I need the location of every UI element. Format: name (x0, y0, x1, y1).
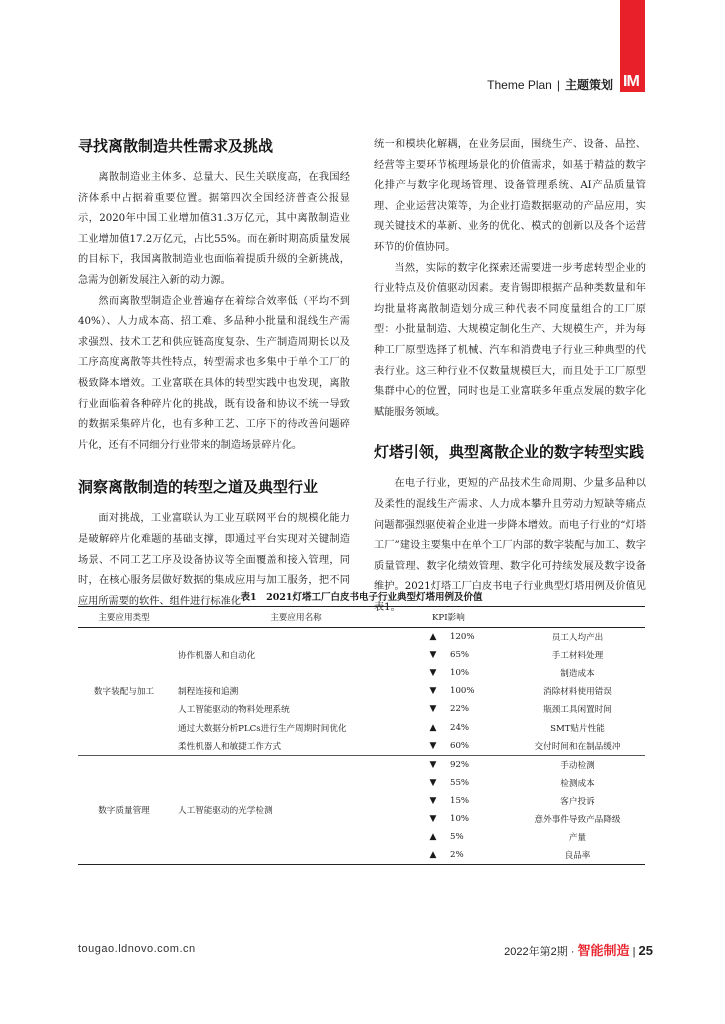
kpi-metric: SMT贴片性能 (550, 723, 605, 734)
kpi-percent: 2% (444, 846, 510, 865)
kpi-metric: 客户投诉 (560, 796, 595, 807)
group-type: 数字装配与加工 (78, 628, 170, 756)
kpi-metric: 员工人均产出 (551, 633, 604, 644)
kpi-metric: 产量 (568, 833, 587, 844)
kpi-direction-icon: ▼ (429, 813, 437, 824)
app-name: 人工智能驱动的光学检测 (170, 755, 422, 865)
left-column (78, 135, 350, 612)
kpi-metric: 意外事件导致产品降级 (534, 814, 621, 825)
kpi-percent: 10% (450, 668, 470, 679)
kpi-percent: 120% (450, 632, 475, 643)
kpi-direction-icon: ▼ (429, 668, 437, 679)
table-caption: 表1 2021灯塔工厂白皮书电子行业典型灯塔用例及价值 (240, 592, 483, 603)
kpi-percent: 10% (450, 813, 470, 824)
kpi-direction-icon: ▲ (429, 632, 437, 643)
kpi-percent: 92% (450, 759, 470, 770)
kpi-metric: 制造成本 (560, 669, 595, 680)
running-header: Theme Plan | 主题策划 (487, 78, 613, 92)
kpi-direction-icon: ▲ (429, 832, 437, 843)
table-row (78, 628, 645, 647)
footer-folio: 2022年第2期 · 智能制造 | 25 (504, 943, 653, 958)
right-column (374, 135, 646, 618)
kpi-metric: 交付时间和在制品缓冲 (510, 737, 645, 756)
header-type: 主要应用类型 (78, 607, 170, 628)
kpi-percent: 100% (450, 686, 475, 697)
paragraph-continued: 统一和模块化解耦，在业务层面，围绕生产、设备、品控、经营等主要环节梳理场景化的价值需求，如基于精益的数字化排产与数字化现场管理、设备管理系统、AI产品质量管理、企业运营决策等，为企业打造数据驱动的产品应用，实现关键技术的革新、业务的优化、模式的创新以及各个运营环节的价值协同。 (374, 139, 646, 253)
section-cn: 主题策划 (564, 78, 613, 92)
kpi-direction-icon: ▼ (429, 795, 437, 806)
header-kpi: KPI影响 (422, 607, 645, 628)
group-type: 数字质量管理 (78, 755, 170, 865)
kpi-direction-icon: ▲ (429, 722, 437, 733)
paragraph: 在电子行业，更短的产品技术生命周期、少量多品种以及柔性的混线生产需求、人力成本攀升且劳动力短缺等痛点问题都强烈驱使着企业进一步降本增效。而电子行业的“灯塔工厂”建设主要集中在单个工厂内部的数字装配与加工、数字质量管理、数字化绩效管理、数字化可持续发展及数字设备维护。2021灯塔工厂白皮书电子行业典型灯塔用例及价值见表1。 (374, 478, 646, 613)
footer-url: tougao.ldnovo.com.cn (78, 943, 196, 955)
kpi-percent: 5% (450, 832, 464, 843)
kpi-metric: 检测成本 (560, 778, 595, 789)
kpi-direction-icon: ▼ (429, 650, 437, 661)
paragraph: 离散制造业主体多、总量大、民生关联度高，在我国经济体系中占据着重要位置。据第四次全国经济普查公报显示，2020年中国工业增加值31.3万亿元，其中离散制造业工业增加值17.2万亿元，占比55%。而在新时期高质量发展的目标下，我国离散制造业也面临着提质升级的全新挑战，急需为创新发展注入新的动力源。 (78, 172, 350, 286)
app-name: 人工智能驱动的物料处理系统 (178, 705, 290, 716)
kpi-percent: 65% (450, 650, 470, 661)
kpi-direction-icon: ▼ (429, 759, 437, 770)
paragraph: 当然，实际的数字化探索还需要进一步考虑转型企业的行业特点及价值驱动因素。麦肯锡即根据产品种类数量和年均批量将离散制造划分成三种代表不同度量组合的工厂原型：小批量制造、大规模定制化生产、大规模生产，并为每种工厂原型选择了机械、汽车和消费电子行业三种典型的代表行业。这三种行业不仅数量规模巨大，而且处于工厂原型集群中心的位置，同时也是工业富联多年重点发展的数字化赋能服务领域。 (374, 262, 646, 418)
kpi-table (78, 606, 645, 865)
kpi-direction-icon: ▼ (429, 686, 437, 697)
kpi-direction-icon: ▲ (422, 846, 444, 865)
kpi-percent: 15% (450, 795, 470, 806)
kpi-metric: 消除材料使用错误 (543, 687, 612, 698)
header-app: 主要应用名称 (170, 607, 422, 628)
app-name: 制程连接和追溯 (178, 687, 239, 698)
paragraph: 然而离散型制造企业普遍存在着综合效率低（平均不到40%）、人力成本高、招工难、多品种小批量和混线生产需求强烈、技术工艺和供应链高度复杂、生产制造周期长以及工序高度离散等共性特点，转型需求也多集中于单个工厂的极致降本增效。工业富联在具体的转型实践中也发现，离散行业面临着各种碎片化的挑战，既有设备和协议不统一导致的数据采集碎片化，也有多种工艺、工序下的待改善问题碎片化，还有不同细分行业带来的制造场景碎片化。 (78, 295, 350, 451)
kpi-metric: 瓶颈工具闲置时间 (543, 705, 612, 716)
section-en: Theme Plan (487, 78, 552, 92)
page-number: 25 (638, 943, 653, 958)
kpi-percent: 55% (450, 777, 470, 788)
table-header-row (78, 607, 645, 628)
kpi-percent: 60% (444, 737, 510, 756)
paragraph: 面对挑战，工业富联认为工业互联网平台的规模化能力是破解碎片化难题的基础支撑，即通过平台实现对关键制造场景、不同工艺工序及设备协议等全面覆盖和接入管理，同时，在核心服务层做好数据的集成应用与加工服务，把不同应用所需要的软件、组件进行标准化 (78, 513, 350, 607)
kpi-percent: 22% (450, 704, 470, 715)
kpi-direction-icon: ▼ (429, 704, 437, 715)
table-row (78, 755, 645, 774)
app-name: 协作机器人和自动化 (178, 651, 256, 662)
kpi-metric: 手工材料处理 (551, 651, 604, 662)
section-heading-3: 灯塔引领，典型离散企业的数字转型实践 (374, 443, 645, 462)
app-name: 通过大数据分析PLCs进行生产周期时间优化 (178, 723, 347, 734)
magazine-logo: IM (623, 73, 639, 90)
kpi-direction-icon: ▼ (429, 777, 437, 788)
section-heading-1: 寻找离散制造共性需求及挑战 (78, 137, 274, 155)
app-name: 柔性机器人和敏捷工作方式 (170, 737, 422, 756)
kpi-metric: 手动检测 (560, 760, 595, 771)
issue-label: 2022年第2期 · (504, 946, 575, 958)
kpi-metric: 良品率 (510, 846, 645, 865)
section-heading-2: 洞察离散制造的转型之道及典型行业 (78, 478, 319, 497)
magazine-brand: 智能制造 (577, 943, 630, 958)
kpi-direction-icon: ▼ (422, 737, 444, 756)
kpi-percent: 24% (450, 722, 470, 733)
